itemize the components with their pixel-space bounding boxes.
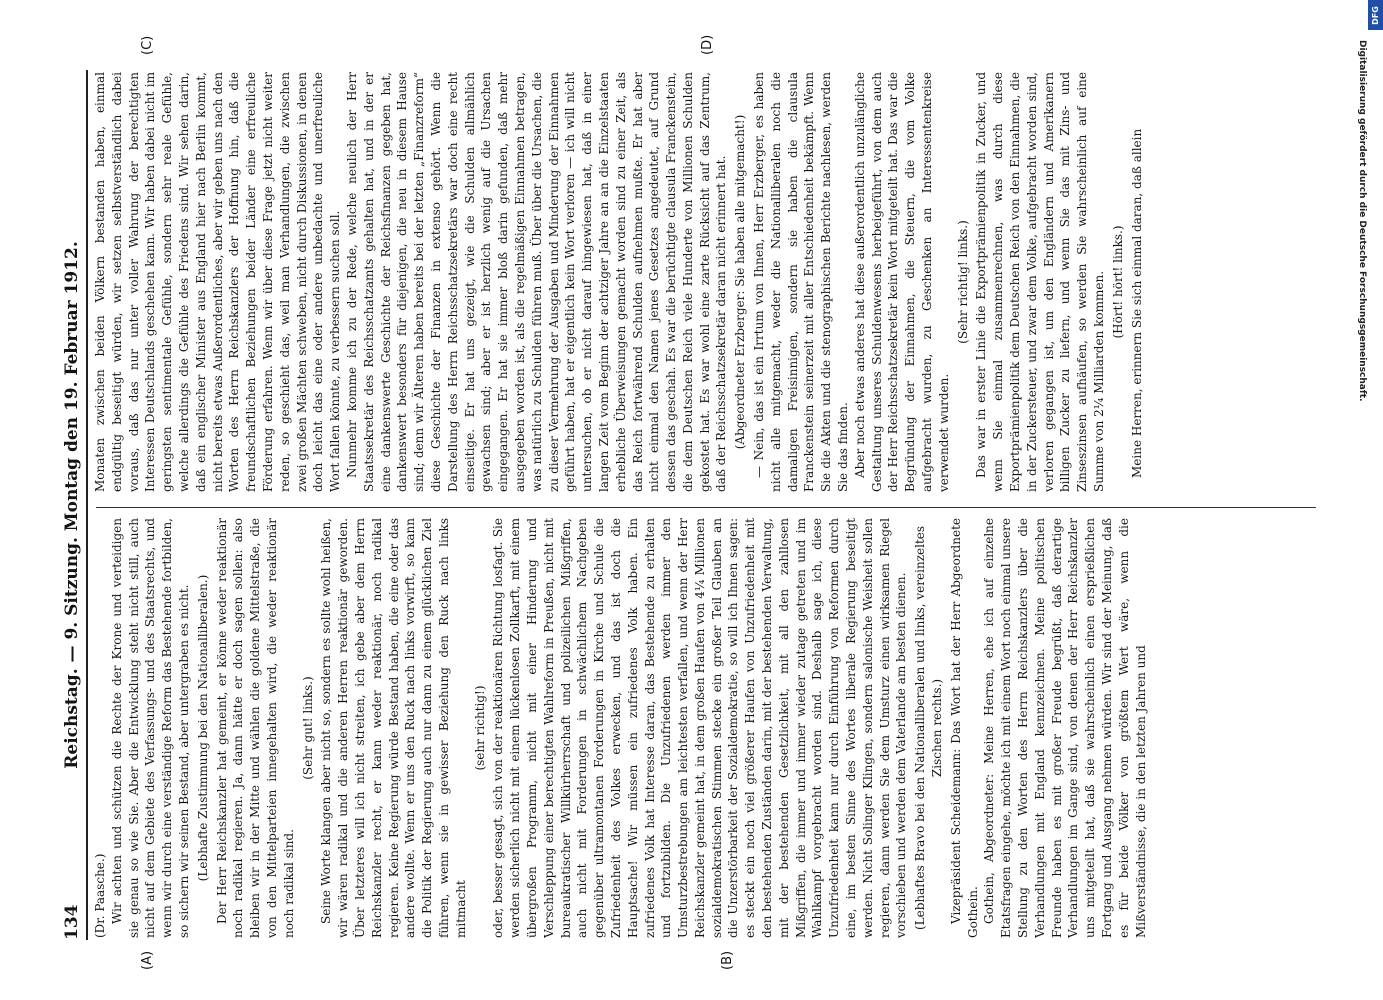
interjection: (Abgeordneter Erzberger: Sie haben alle mitgemacht!)	[733, 114, 748, 450]
column-divider	[96, 507, 1316, 508]
dfg-logo-text: DFG	[1371, 5, 1381, 25]
speech-paragraph: Seine Worte klangen aber nicht so, sondern es sollte wohl heißen, wir wären radikal und die anderen Herren reaktionär geworden. Über letzteres will ich nicht streiten, ich gebe aber dem Herrn Reichskanzler recht, er kann weder reaktionär, noch radikal regieren. Keine Regierung würde Bestand haben, die eine oder das andere wollte. Wenn er uns den Ruck nach links vorwirft, so kann die Politik der Regierung auch nur dann zu einem glücklichen Ziel führen, wenn sie in gewisser Beziehung den Ruck nach links mitmacht	[319, 518, 468, 938]
page-header	[60, 70, 88, 940]
speech-paragraph: Aber noch etwas anderes hat diese außerordentlich unzulängliche Gestaltung unseres Schuldenwesens herbeigeführt, von dem auch der Herr Reichsschatzsekretär kein Wort mitgeteilt hat. Das war die Begründung der Einnahmen, die Steuern, die vom Volke aufgebracht wurden, zu Geschenken an Interessentenkreise verwendet wurden.	[852, 72, 951, 492]
digitization-credit	[1355, 40, 1369, 940]
speech-paragraph: Gothein, Abgeordneter: Meine Herren, ehe ich auf einzelne Etatsfragen eingehe, möchte ich mit einem Wort noch einmal unsere Stellung zu den Worten des Herrn Reichskanzlers über die Verhandlungen mit England kennzeichnen. Meine politischen Freunde haben es mit großer Freude begrüßt, daß derartige Verhandlungen im Gange sind, von denen der Herr Reichskanzler uns mitgeteilt hat, daß sie wahrscheinlich einen ersprießlichen Fortgang und Ausgang nehmen würden. Wir sind der Meinung, daß es für beide Völker von größtem Wert wäre, wenn die Mißverständnisse, die in den letzten Jahren und	[982, 518, 1148, 938]
margin-marker-a: (A)	[140, 950, 155, 970]
interjection: (Sehr richtig! links.)	[955, 220, 970, 344]
interjection: (Hört! hört! links.)	[1110, 225, 1125, 339]
speech-paragraph: Meine Herren, erinnern Sie sich einmal daran, daß allein	[1129, 128, 1144, 478]
right-column	[92, 72, 1332, 492]
speaker-running-head: (Dr. Paasche.)	[93, 853, 107, 938]
digitization-credit-text: Digitalisierung gefördert durch die Deutsche Forschungsgemeinschaft.	[1357, 40, 1367, 402]
page-number: 134	[62, 904, 82, 940]
interjection: (Sehr gut! links.)	[300, 676, 315, 780]
left-column	[92, 518, 1332, 938]
speech-paragraph: — Nein, das ist ein Irrtum von Ihnen, Herr Erzberger, es haben nicht alle mitgemacht, weder die Nationalliberalen noch die damaligen Freisinnigen, sondern sie haben die clausula Franckenstein seinerzeit mit aller Entschiedenheit bekämpft. Wenn Sie die Akten und die stenographischen Berichte nachlesen, werden Sie das finden.	[752, 72, 851, 492]
speech-paragraph: Der Herr Reichskanzler hat gemeint, er könne weder reaktionär noch radikal regieren. Ja, dann hätte er doch sagen sollen: also bleiben wir in der Mitte und wählen die goldene Mittelstraße, die von den Mittelparteien innegehalten wird, die weder reaktionär noch radikal sind.	[214, 518, 296, 938]
speech-paragraph: oder, besser gesagt, sich von der reaktionären Richtung losfagt. Sie werden sicherlich nicht mit einem lückenlosen Zollkarft, mit einem übergroßen Programm, nicht mit einer Hinderung und Verschleppung einer berechtigten Wahlreform in Preußen, nicht mit bureaukratischer Willkürherrschaft und polizeilichen Mißgriffen, auch nicht mit Forderungen in schwächlichem Nachgeben gegenüber ultramontanen Forderungen in Kirche und Schule die Zufriedenheit des Volkes erwecken, und das ist doch die Hauptsache! Wir müssen ein zufriedenes Volk haben. Ein zufriedenes Volk hat Interesse daran, das Bestehende zu erhalten und fortzubilden. Die Unzufriedenen werden immer den Umsturzbestrebungen am leichtesten verfallen, und wenn der Herr Reichskanzler gemeint hat, in dem großen Haufen von 4¼ Millionen sozialdemokratischen Stimmen stecke ein großer Teil Glauben an die Unzerstörbarkeit der Sozialdemokratie, so will ich Ihnen sagen: es steckt ein noch viel größerer Haufen von Unzufriedenheit mit den bestehenden Zuständen darin, mit der bestehenden Verwaltung, mit der bestehenden Gesetzlichkeit, mit all den zahllosen Mißgriffen, die immer und immer wieder zutage getreten und im Wahlkampf vorgebracht worden sind. Deshalb sage ich, diese Unzufriedenheit kann nur durch Einführung von Reformen durch eine, im besten Sinne des Wortes liberale Regierung beseitigt werden. Nicht Solinger Klingen, sondern salonische Weisheit sollen regieren, dann werden Sie dem Umsturz einen wirksamen Riegel vorschieben und werden dem Vaterlande am besten dienen.	[491, 518, 909, 938]
speech-paragraph: Nunmehr komme ich zu der Rede, welche neulich der Herr Staatssekretär des Reichsschatzamts gehalten hat, und in der er eine dankenswerte Geschichte der Reichsfinanzen gegeben hat, dankenswert besonders für diejenigen, die neu in diesem Hause sind; denn wir Älteren haben bereits bei der letzten „Finanzreform“ diese Geschichte der Finanzen in extenso gehört. Wenn die Darstellung des Herrn Reichsschatzsekretärs war doch eine recht einseitige. Er hat uns gezeigt, wie die Schulden allmählich gewachsen sind; aber er ist herzlich wenig auf die Ursachen eingegangen. Er hat sie immer bloß darin gefunden, daß mehr ausgegeben worden ist, als die regelmäßigen Einnahmen betragen, was natürlich zu Schulden führen muß. Über über die Ursachen, die zu dieser Vermehrung der Ausgaben und Minderung der Einnahmen geführt haben, hat er eigentlich kein Wort verloren — ich will nicht untersuchen, ob er nicht darauf hingewiesen hat, daß in einer langen Zeit vom Beginn der achtziger Jahre an an die Einzelstaaten erhebliche Überweisungen gemacht worden sind zu einer Zeit, als das Reich fortwährend Schulden aufnehmen mußte. Er hat aber nicht einmal den Namen jenes Gesetzes angedeutet, auf Grund dessen das geschah. Es war die berüchtigte clausula Franckenstein, die dem Deutschen Reich viele Hunderte von Millionen Schulden gekostet hat. Es war wohl eine zarte Rücksicht auf das Zentrum, daß der Reichsschatzsekretär daran nicht erinnert hat.	[344, 72, 729, 492]
dfg-logo	[1368, 0, 1383, 30]
interjection: (Lebhafte Zustimmung bei den Nationalliberalen.)	[195, 574, 210, 882]
margin-marker-b: (B)	[720, 950, 735, 970]
speech-paragraph: Das war in erster Linie die Exportprämienpolitik in Zucker, und wenn Sie einmal zusammenrechnen, was durch diese Exportprämienpolitik dem Deutschen Reich von den Einnahmen, die in der Zuckersteuer, und zwar dem Volke, aufgebracht worden sind, verloren gegangen ist, um den Engländern und Amerikanern billigen Zucker zu liefern, und wenn Sie das mit Zins- und Zinseszinsen aufhäufen, so werden Sie wahrscheinlich auf eine Summe von 2¼ Milliarden kommen.	[974, 72, 1107, 492]
speech-paragraph: Wir achten und schützen die Rechte der Krone und verteidigen sie genau so wie Sie. Aber die Entwicklung steht nicht still, auch nicht auf dem Gebiete des Verfassungs- und des Staatsrechts, und wenn wir durch eine verständige Reform das Bestehende fortbilden, so sichern wir seinen Bestand, aber untergraben es nicht.	[109, 518, 191, 938]
speech-paragraph: Monaten zwischen beiden Völkern bestanden haben, einmal endgültig beseitigt würden, wir setzen selbstverständlich dabei voraus, daß das nur unter voller Wahrung der berechtigten Interessen Deutschlands geschehen kann. Wir haben dabei nicht im geringsten sentimentale Gefühle, sondern sehr reale Gefühle, welche allerdings die Gefühle des Friedens sind. Wir sehen darin, daß ein englischer Minister aus England hier nach Berlin kommt, nicht bereits etwas Außerordentliches, aber wir geben uns nach den Worten des Herrn Reichskanzlers der Hoffnung hin, daß die freundschaftlichen Beziehungen beider Länder eine erfreuliche Förderung erfahren. Wenn wir über diese Frage jetzt nicht weiter reden, so geschieht das, weil man Verhandlungen, die zwischen zwei großen Mächten schweben, nicht durch Diskussionen, in denen doch leicht das eine oder andere unbedachte und unerfreuliche Wort fallen könnte, zu verbessern suchen soll.	[93, 72, 343, 492]
interjection: (sehr richtig!)	[472, 685, 487, 771]
interjection: (Lebhaftes Bravo bei den Nationalliberalen und links, vereinzeltes Zischen rechts.)	[913, 525, 945, 931]
president-statement: Vizepräsident Scheidemann: Das Wort hat der Herr Abgeordnete Gothein.	[948, 518, 980, 938]
session-title: Reichstag. — 9. Sitzung. Montag den 19. Februar 1912.	[62, 241, 82, 769]
margin-marker-c: (C)	[140, 35, 155, 55]
margin-marker-d: (D)	[700, 34, 715, 55]
